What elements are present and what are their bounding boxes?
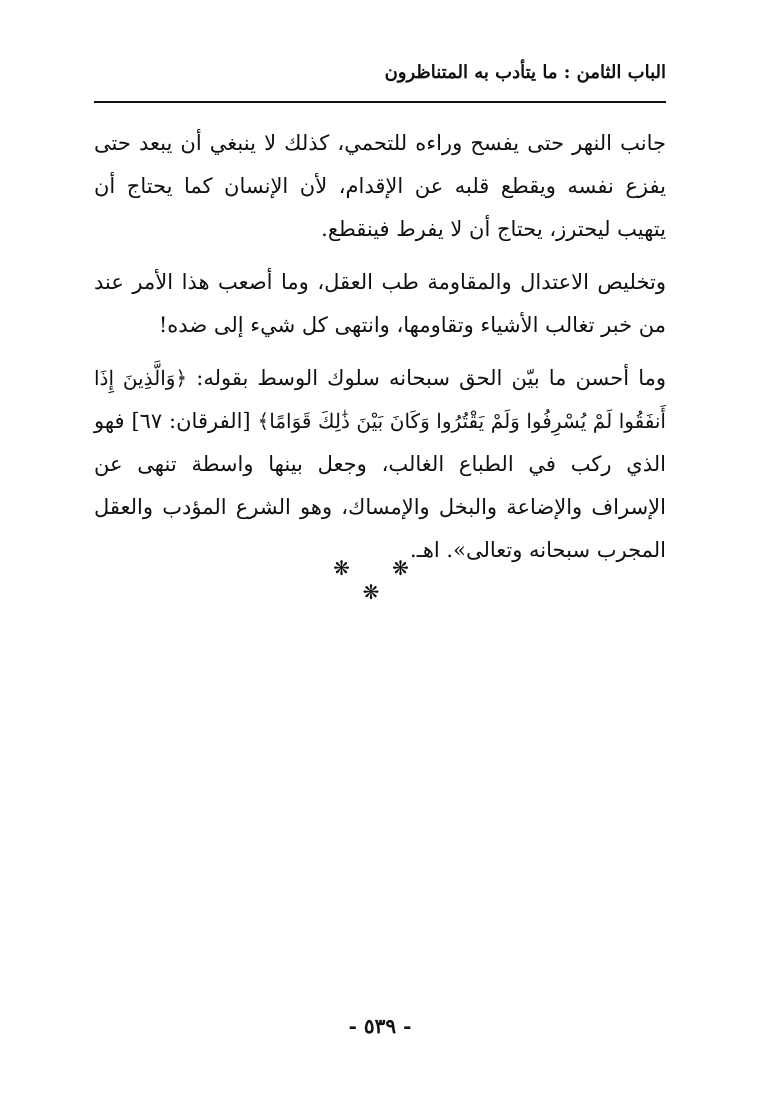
section-separator: ❋ ❋ ❋: [333, 556, 427, 604]
header-divider: [94, 101, 666, 103]
quran-reference: [الفرقان: ٦٧]: [131, 409, 251, 433]
paragraph-1-line-3: يحتاج أن لا يفرط فينقطع.: [321, 217, 543, 241]
page-number: - ٥٣٩ -: [348, 1014, 412, 1038]
paragraph-2-line-2: من خبر تغالب الأشياء وتقاومها، وانتهى كل شيء إلى ضده!: [158, 313, 666, 337]
paragraph-1-line-1: جانب النهر حتى يفسح وراءه للتحمي، كذلك لا ينبغي أن يبعد حتى يفزع: [94, 131, 666, 198]
paragraph-2-line-1: وتخليص الاعتدال والمقاومة طب العقل، وما أصعب هذا الأمر عند: [94, 270, 666, 294]
quran-verse: ﴿وَالَّذِينَ إِذَا أَنفَقُوا لَمْ يُسْرِفُوا وَلَمْ يَقْتُرُوا وَكَانَ بَيْنَ ذَٰلِكَ قَوَامًا﴾: [94, 366, 666, 433]
paragraph-1-line-2: نفسه ويقطع قلبه عن الإقدام، لأن الإنسان كما يحتاج أن يتهيب ليحترز،: [94, 174, 666, 241]
paragraph-1: [94, 122, 666, 251]
paragraph-3-rest: فهو الذي ركب في الطباع الغالب، وجعل بينها واسطة تنهى عن الإسراف والإضاعة والبخل والإمساك، وهو الشرع المؤدب والعقل المجرب سبحانه وتعالى». اهـ.: [94, 409, 666, 562]
paragraph-2: [94, 261, 666, 347]
body-text: [94, 122, 666, 572]
paragraph-3-intro: وما أحسن ما بيّن الحق سبحانه سلوك الوسط بقوله:: [196, 366, 666, 390]
paragraph-3: [94, 357, 666, 572]
chapter-title: الباب الثامن : ما يتأدب به المتناظرون: [384, 62, 666, 83]
